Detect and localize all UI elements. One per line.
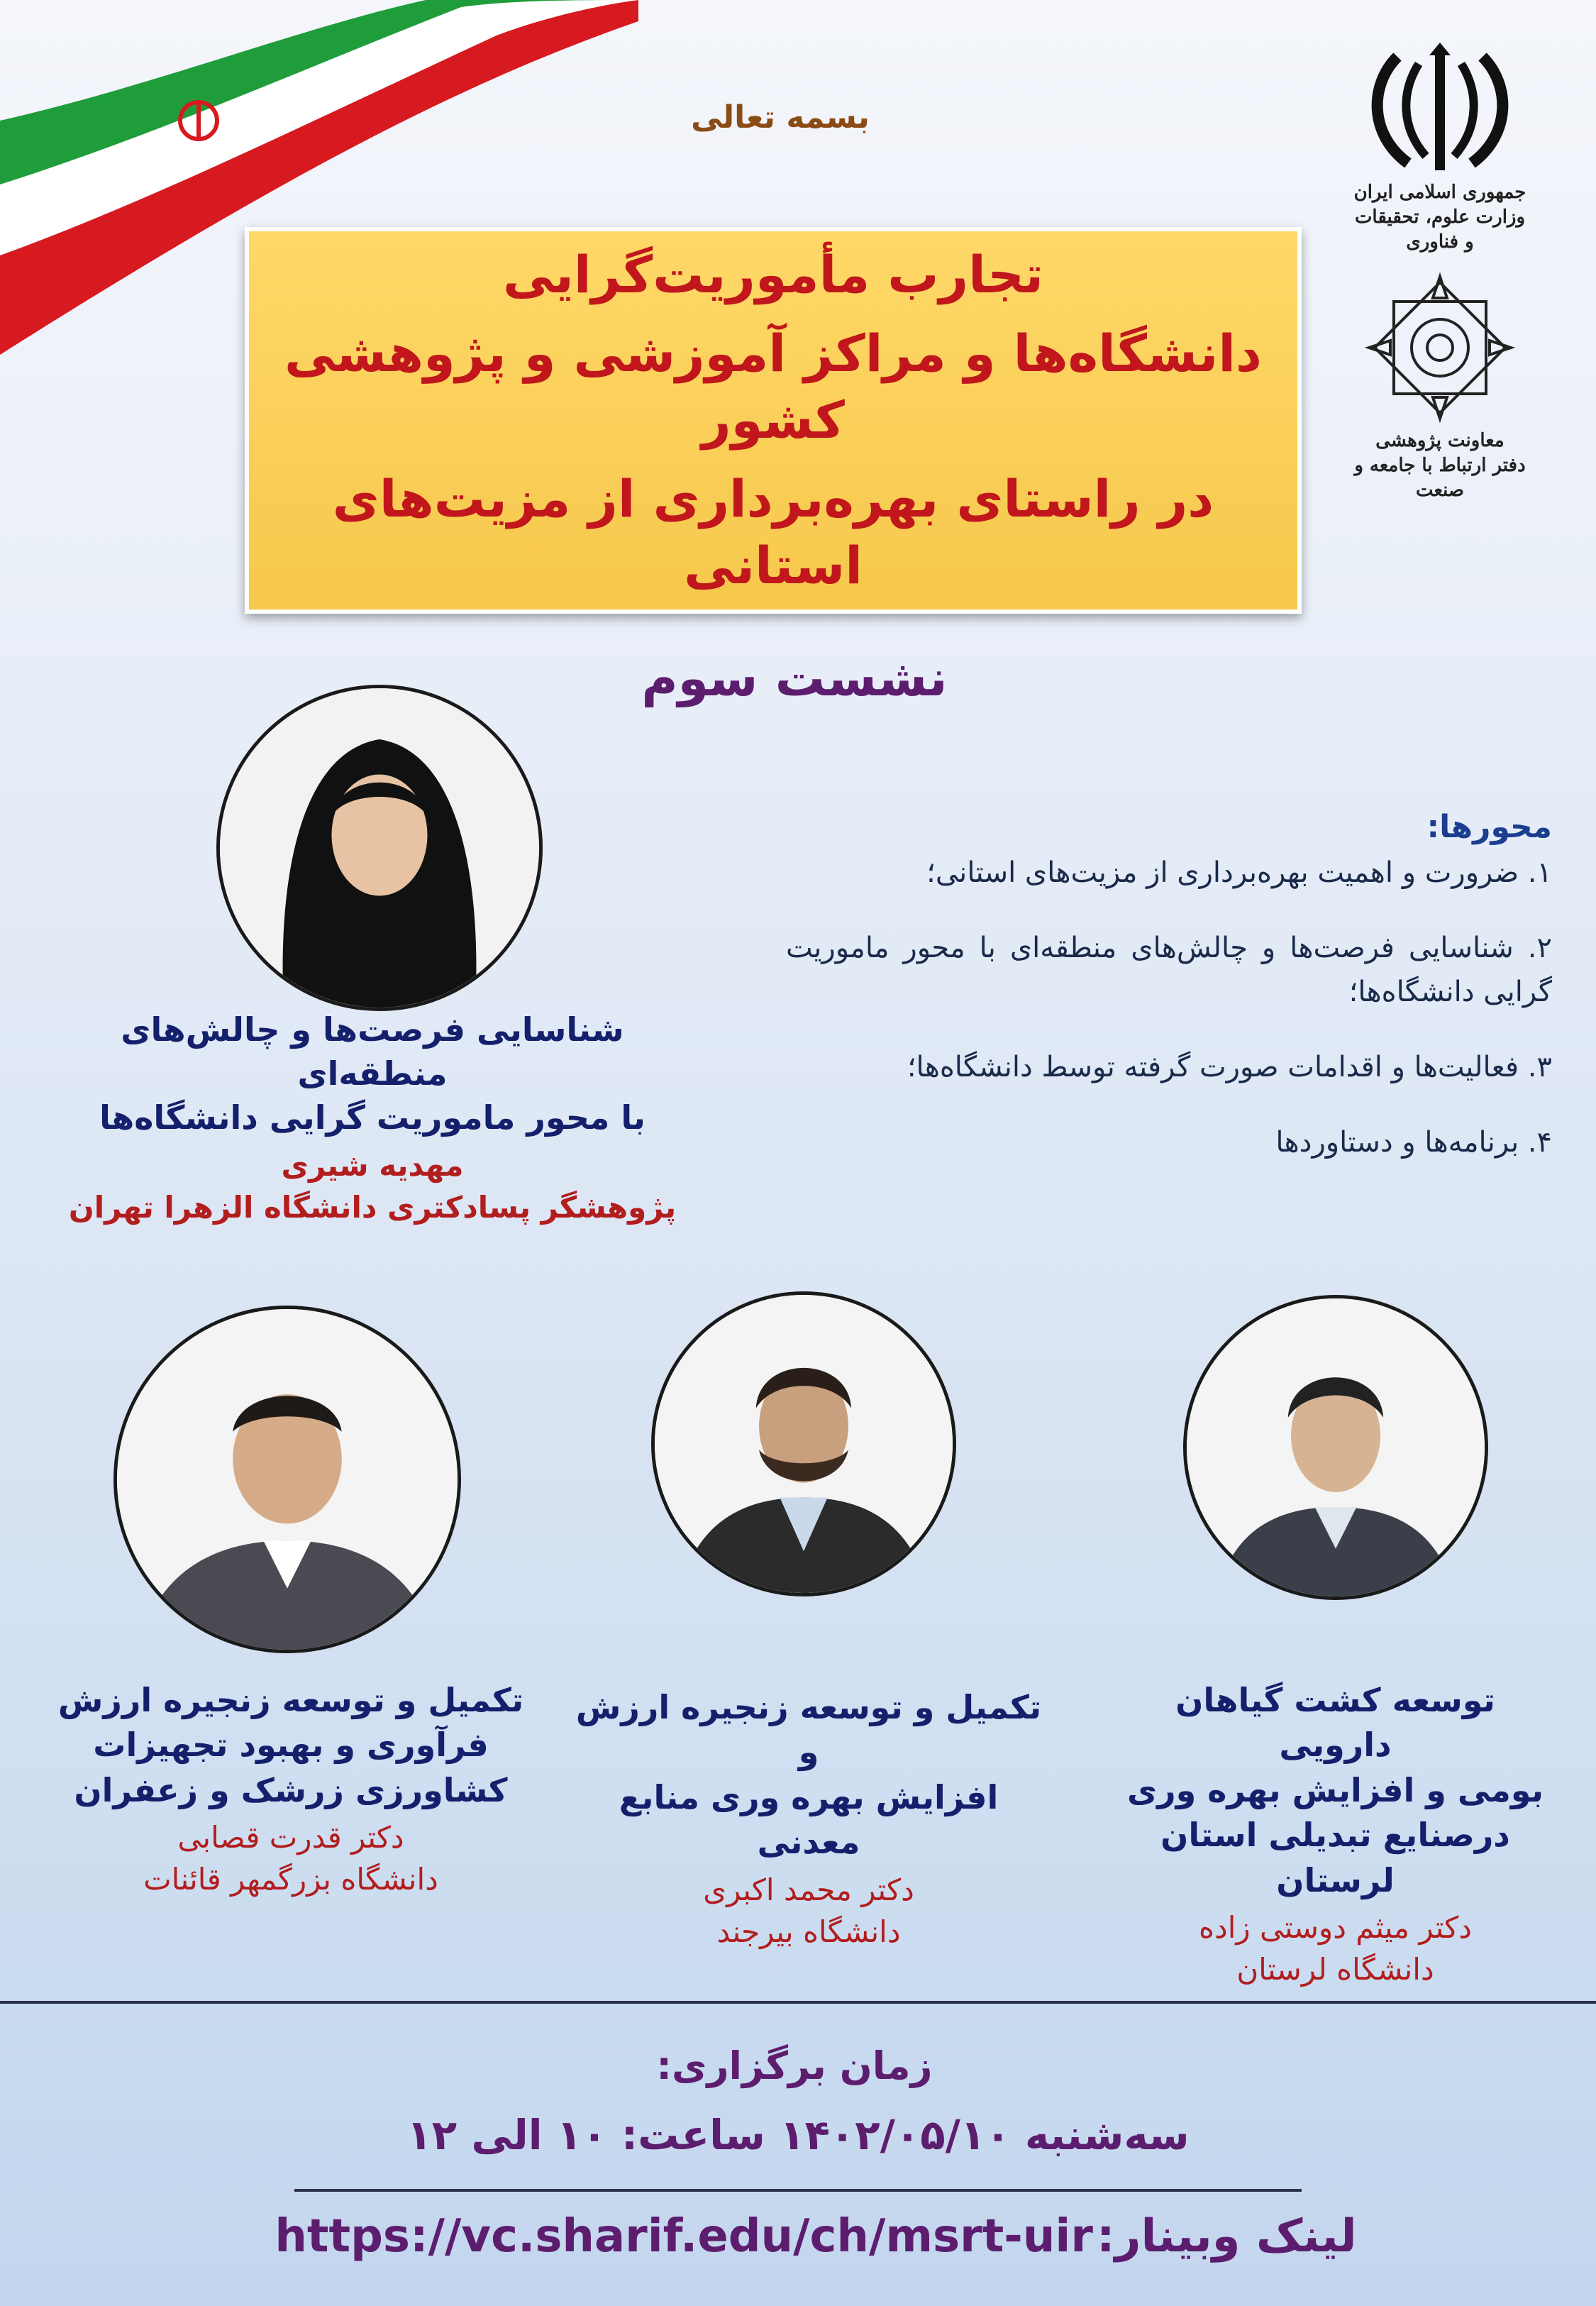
main-speaker-name: مهدیه شیری (281, 1148, 464, 1184)
speaker-1-info (1117, 1678, 1553, 1991)
speaker-2-info (567, 1685, 1050, 1953)
session-label: نشست سوم (641, 649, 948, 707)
speaker-3-affiliation: دانشگاه بزرگمهر قائنات (143, 1862, 438, 1897)
webinar-link[interactable]: https://vc.sharif.edu/ch/msrt-uir (275, 2210, 1093, 2263)
axes-list (786, 851, 1552, 1164)
speaker-3-avatar (113, 1306, 461, 1653)
office-logo (1348, 270, 1532, 503)
speaker-3-name: دکتر قدرت قصابی (177, 1820, 404, 1855)
axes-section (786, 809, 1552, 1196)
axis-item-3: ۳. فعالیت‌ها و اقدامات صورت گرفته توسط دانشگاه‌ها؛ (907, 1051, 1552, 1083)
speaker-3-topic-line1: تکمیل و توسعه زنجیره ارزش (57, 1681, 524, 1719)
title-line-3: در راستای بهره‌برداری از مزیت‌های استانی (332, 469, 1214, 595)
office-caption-line2: دفتر ارتباط با جامعه و صنعت (1354, 455, 1526, 502)
male-speaker-photo-1 (1187, 1298, 1485, 1596)
axes-title: محورها: (1426, 809, 1552, 845)
office-caption-line1: معاونت پژوهشی (1375, 430, 1504, 451)
speaker-1-topic-line3: درصنایع تبدیلی استان لرستان (1160, 1816, 1510, 1899)
axis-item-1: ۱. ضرورت و اهمیت بهره‌برداری از مزیت‌های استانی؛ (926, 856, 1552, 889)
speaker-2-affiliation: دانشگاه بیرجند (716, 1914, 901, 1949)
speaker-3-info (50, 1678, 532, 1901)
main-topic-line1: شناسایی فرصت‌ها و چالش‌های منطقه‌ای (121, 1010, 624, 1093)
schedule-value: سه‌شنبه ۱۴۰۲/۰۵/۱۰ ساعت: ۱۰ الی ۱۲ (406, 2111, 1190, 2159)
speaker-3-topic-line2: فرآوری و بهبود تجهیزات (93, 1726, 489, 1765)
speaker-2-topic-line1: تکمیل و توسعه زنجیره ارزش و (575, 1688, 1042, 1772)
main-speaker-affiliation: پژوهشگر پسادکتری دانشگاه الزهرا تهران (68, 1190, 677, 1225)
webinar-label: لینک وبینار: (1097, 2210, 1357, 2263)
speaker-1-topic-line2: بومی و افزایش بهره وری (1127, 1770, 1544, 1809)
title-line-1: تجارب مأموریت‌گرایی (502, 244, 1044, 304)
speaker-1-affiliation: دانشگاه لرستان (1236, 1952, 1434, 1987)
emblem-caption-line1: جمهوری اسلامی ایران (1353, 182, 1526, 203)
ministry-emblem (1348, 43, 1532, 255)
speaker-2-avatar (651, 1291, 956, 1596)
title-line-2: دانشگاه‌ها و مراکز آموزشی و پژوهشی کشور (284, 324, 1262, 450)
schedule-label: زمان برگزاری: (656, 2043, 933, 2088)
speaker-3-topic-line3: کشاورزی زرشک و زعفران (74, 1770, 508, 1809)
title-box (245, 227, 1302, 614)
main-speaker-info (43, 1008, 702, 1229)
main-speaker-avatar (216, 685, 543, 1011)
main-topic-line2: با محور ماموریت گرایی دانشگاه‌ها (99, 1098, 645, 1137)
section-divider (0, 2001, 1596, 2004)
speaker-2-name: دکتر محمد اکبری (703, 1872, 914, 1907)
schedule-divider (294, 2189, 1302, 2192)
speaker-2-topic-line2: افزایش بهره وری منابع معدنی (619, 1777, 999, 1862)
emblem-caption-line2: وزارت علوم، تحقیقات و فناوری (1354, 206, 1526, 253)
iran-emblem-icon (1369, 43, 1511, 177)
male-speaker-photo-3 (117, 1309, 458, 1650)
female-speaker-photo (220, 688, 539, 1008)
speaker-1-avatar (1183, 1295, 1488, 1600)
webinar-row (177, 2210, 1454, 2263)
rosette-icon (1362, 270, 1518, 426)
speaker-1-name: دکتر میثم دوستی زاده (1199, 1910, 1472, 1946)
axis-item-2: ۲. شناسایی فرصت‌ها و چالش‌های منطقه‌ای با محور ماموریت گرایی دانشگاه‌ها؛ (786, 932, 1552, 1008)
axis-item-4: ۴. برنامه‌ها و دستاوردها (1275, 1126, 1552, 1159)
bismillah-text: بسمه تعالی (691, 99, 870, 136)
male-speaker-photo-2 (655, 1295, 953, 1593)
speaker-1-topic-line1: توسعه کشت گیاهان دارویی (1175, 1681, 1495, 1765)
